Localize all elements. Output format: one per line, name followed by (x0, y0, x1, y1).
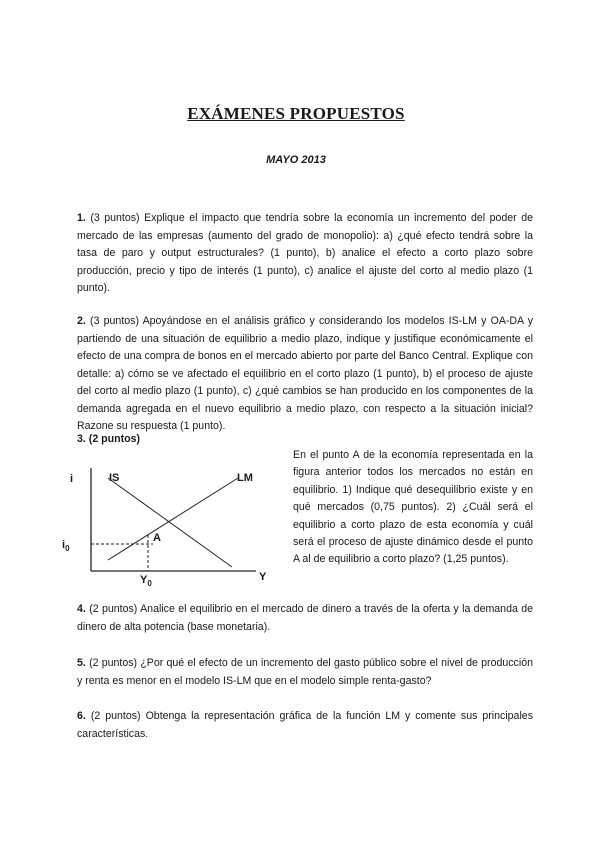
question-4-points: (2 puntos) (89, 603, 138, 615)
question-2-number: 2 (77, 315, 83, 327)
i0-base: i (62, 539, 66, 551)
y0-label (140, 574, 152, 587)
question-3-points: (2 puntos) (88, 433, 140, 445)
y-axis-label: i (70, 473, 74, 485)
question-5-text: ¿Por qué el efecto de un incremento del gasto público sobre el nivel de producción y renta es menor en el modelo IS-LM que en el modelo simple renta-gasto? (77, 657, 533, 687)
question-5: 5. (2 puntos) ¿Por qué el efecto de un incremento del gasto público sobre el nivel de producción y renta es menor en el modelo IS-LM que en el modelo simple renta-gasto? (77, 657, 533, 687)
is-lm-graph (60, 462, 280, 587)
question-1: 1. (3 puntos) Explique el impacto que tendría sobre la economía un incremento del poder de mercado de las empresas (aumento del grado de monopolio): a) ¿qué efecto tendrá sobre la tasa de paro y output estructurales? (1 punto), b) analice el efecto a corto plazo sobre producción, precio y tipo de interés (1 punto), c) analice el ajuste del corto al medio plazo (1 punto). (77, 212, 533, 294)
lm-curve (108, 478, 238, 560)
page-title: EXÁMENES PROPUESTOS (187, 104, 405, 123)
question-1-text: Explique el impacto que tendría sobre la economía un incremento del poder de mercado de las empresas (aumento del grado de monopolio): a) ¿qué efecto tendrá sobre la tasa de paro y output estructurales? (1 punto), b) analice el efecto a corto plazo sobre producción, precio y tipo de interés (1 punto), c) analice el ajuste del corto al medio plazo (1 punto). (77, 212, 533, 294)
question-4-text: Analice el equilibrio en el mercado de dinero a través de la oferta y la demanda de dinero de alta potencia (base monetaria). (77, 603, 533, 633)
point-a-label: A (153, 532, 161, 544)
exam-date: MAYO 2013 (266, 154, 326, 166)
i0-subscript: 0 (65, 544, 70, 553)
question-1-points: (3 puntos) (90, 212, 140, 224)
question-3-heading: 3. (2 puntos) (77, 433, 140, 445)
question-1-number: 1 (77, 212, 83, 224)
x-axis-label: Y (259, 571, 267, 583)
question-4-number: 4 (77, 603, 83, 615)
question-4: 4. (2 puntos) Analice el equilibrio en el mercado de dinero a través de la oferta y la demanda de dinero de alta potencia (base monetaria). (77, 603, 533, 633)
question-6-text: Obtenga la representación gráfica de la función LM y comente sus principales características. (77, 710, 533, 740)
question-3-text: En el punto A de la economía representada en la figura anterior todos los mercados no están en equilibrio. 1) Indique qué desequilibrio existe y en qué mercados (0,75 puntos). 2) ¿Cuál será el equilibrio a corto plazo de esta economía y cuál será el proceso de ajuste dinámico desde el punto A al de equilibrio a corto plazo? (1,25 puntos). (293, 449, 533, 566)
lm-label: LM (237, 472, 253, 484)
y0-subscript: 0 (147, 579, 152, 587)
i0-label (62, 539, 70, 553)
question-6: 6. (2 puntos) Obtenga la representación gráfica de la función LM y comente sus principales características. (77, 710, 533, 740)
question-2: 2. (3 puntos) Apoyándose en el análisis gráfico y considerando los modelos IS-LM y OA-DA y partiendo de una situación de equilibrio a medio plazo, indique y justifique económicamente el efecto de una compra de bonos en el mercado abierto por parte del Banco Central. Explique con detalle: a) cómo se ve afectado el equilibrio en el corto plazo (1 punto), b) el proceso de ajuste del corto al medio plazo (1 punto), c) ¿qué cambios se han producido en los componentes de la demanda agregada en el nuevo equilibrio a medio plazo, con respecto a la situación inicial? Razone su respuesta (1 punto). (77, 315, 534, 432)
y0-base: Y (140, 574, 148, 586)
question-3-number: 3 (77, 433, 83, 445)
question-6-number: 6 (77, 710, 83, 722)
question-5-points: (2 puntos) (89, 657, 138, 669)
question-2-points: (3 puntos) (90, 315, 139, 327)
is-curve (108, 478, 232, 567)
question-2-text: Apoyándose en el análisis gráfico y considerando los modelos IS-LM y OA-DA y partiendo de una situación de equilibrio a medio plazo, indique y justifique económicamente el efecto de una compra de bonos en el mercado abierto por parte del Banco Central. Explique con detalle: a) cómo se ve afectado el equilibrio en el corto plazo (1 punto), b) el proceso de ajuste del corto al medio plazo (1 punto), c) ¿qué cambios se han producido en los componentes de la demanda agregada en el nuevo equilibrio a medio plazo, con respecto a la situación inicial? Razone su respuesta (1 punto). (77, 315, 534, 432)
question-5-number: 5 (77, 657, 83, 669)
is-label: IS (109, 472, 120, 484)
question-6-points: (2 puntos) (90, 710, 141, 722)
